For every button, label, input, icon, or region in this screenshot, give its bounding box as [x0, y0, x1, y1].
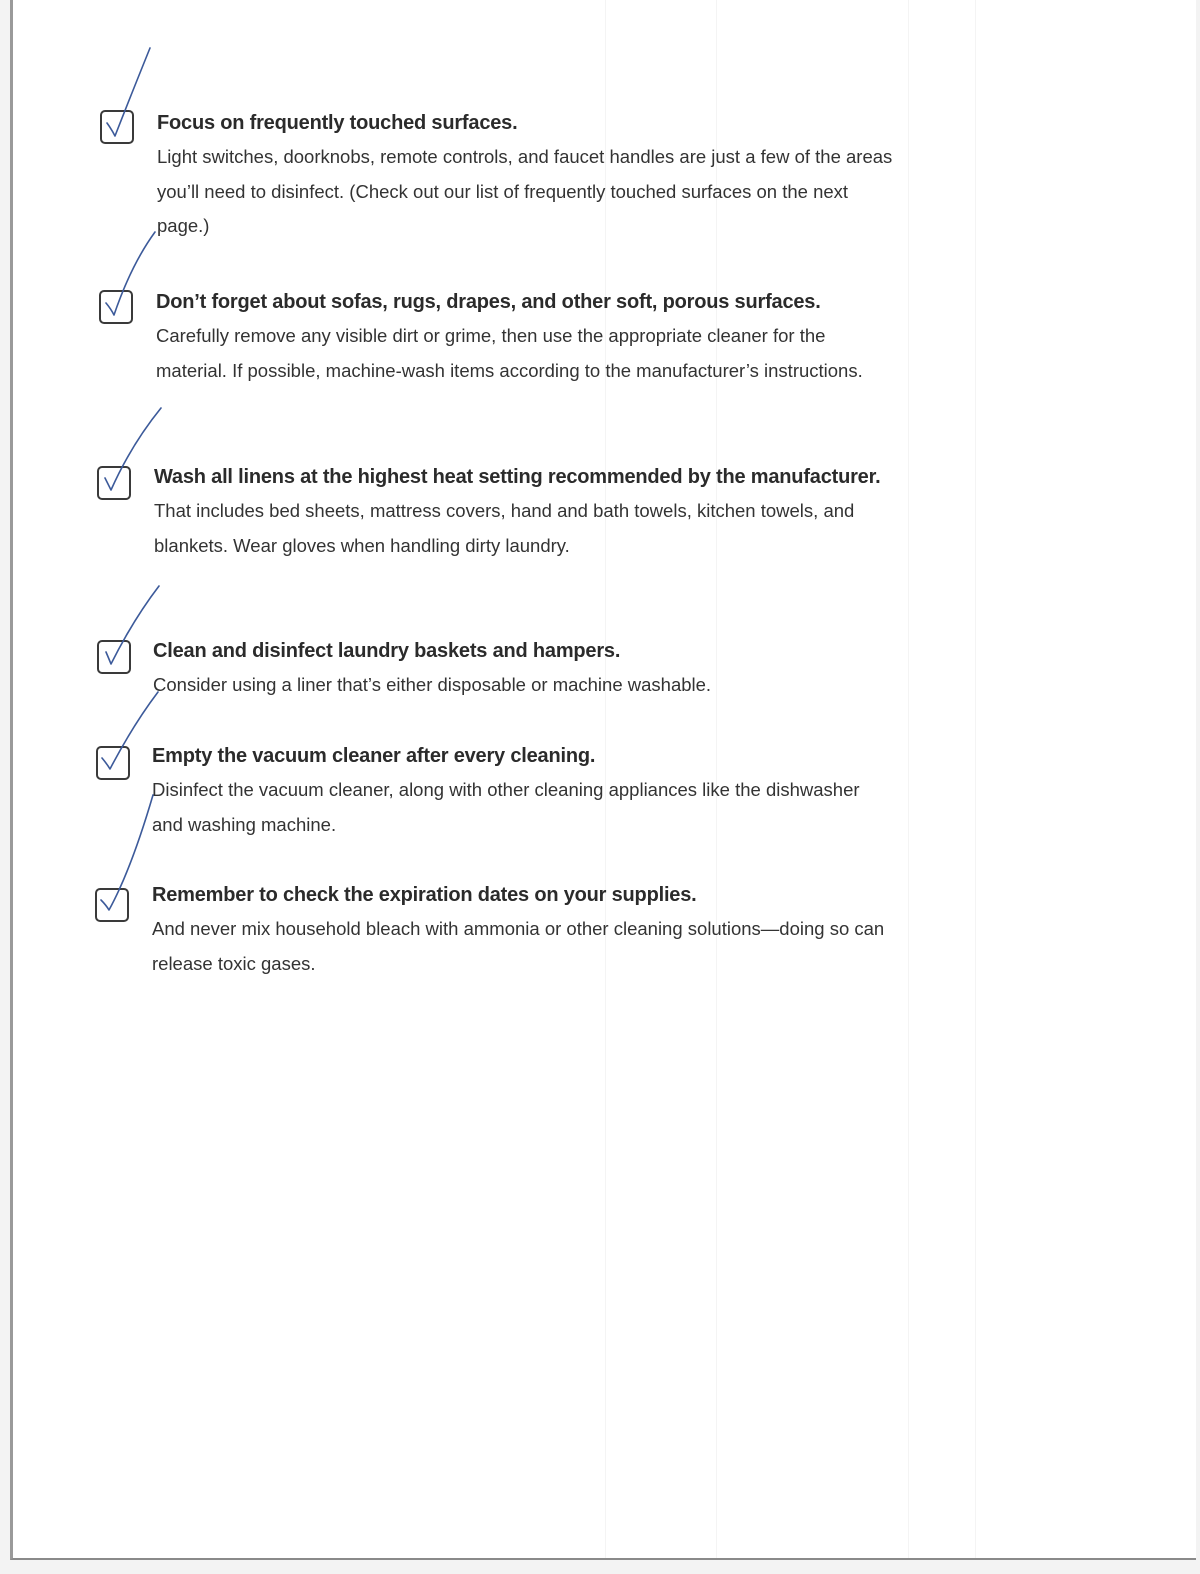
- item-title-2: Don’t forget about sofas, rugs, drapes, and other soft, porous surfaces.: [156, 291, 821, 313]
- item-body-5: Disinfect the vacuum cleaner, along with other cleaning appliances like the dishwasher and washing machine.: [152, 779, 860, 835]
- checkbox-1[interactable]: [100, 110, 134, 144]
- checkbox-2[interactable]: [99, 290, 133, 324]
- item-title-3: Wash all linens at the highest heat setting recommended by the manufacturer.: [154, 466, 881, 488]
- item-title-6: Remember to check the expiration dates on your supplies.: [152, 884, 697, 906]
- item-body-6: And never mix household bleach with ammonia or other cleaning solutions—doing so can release toxic gases.: [152, 918, 885, 974]
- item-body-4: Consider using a liner that’s either disposable or machine washable.: [153, 674, 712, 695]
- checklist-item-1: [157, 106, 897, 244]
- checklist-item-4: [153, 634, 893, 703]
- item-body-3: That includes bed sheets, mattress covers, hand and bath towels, kitchen towels, and blankets. Wear gloves when handling dirty laundry.: [154, 500, 855, 556]
- item-title-5: Empty the vacuum cleaner after every cleaning.: [152, 745, 596, 767]
- checklist-item-2: [156, 285, 896, 388]
- checklist-item-6: [152, 878, 892, 981]
- scanned-page: [10, 0, 1196, 1560]
- checklist-item-5: [152, 739, 892, 842]
- checkbox-4[interactable]: [97, 640, 131, 674]
- checkbox-3[interactable]: [97, 466, 131, 500]
- item-body-1: Light switches, doorknobs, remote controls, and faucet handles are just a few of the areas you’ll need to disinfect. (Check out our list of frequently touched surfaces on the next page.): [157, 146, 893, 236]
- checklist-item-3: [154, 460, 894, 563]
- item-title-1: Focus on frequently touched surfaces.: [157, 112, 518, 134]
- checkbox-6[interactable]: [95, 888, 129, 922]
- item-title-4: Clean and disinfect laundry baskets and hampers.: [153, 640, 621, 662]
- checkbox-5[interactable]: [96, 746, 130, 780]
- item-body-2: Carefully remove any visible dirt or grime, then use the appropriate cleaner for the material. If possible, machine-wash items according to the manufacturer’s instructions.: [156, 325, 863, 381]
